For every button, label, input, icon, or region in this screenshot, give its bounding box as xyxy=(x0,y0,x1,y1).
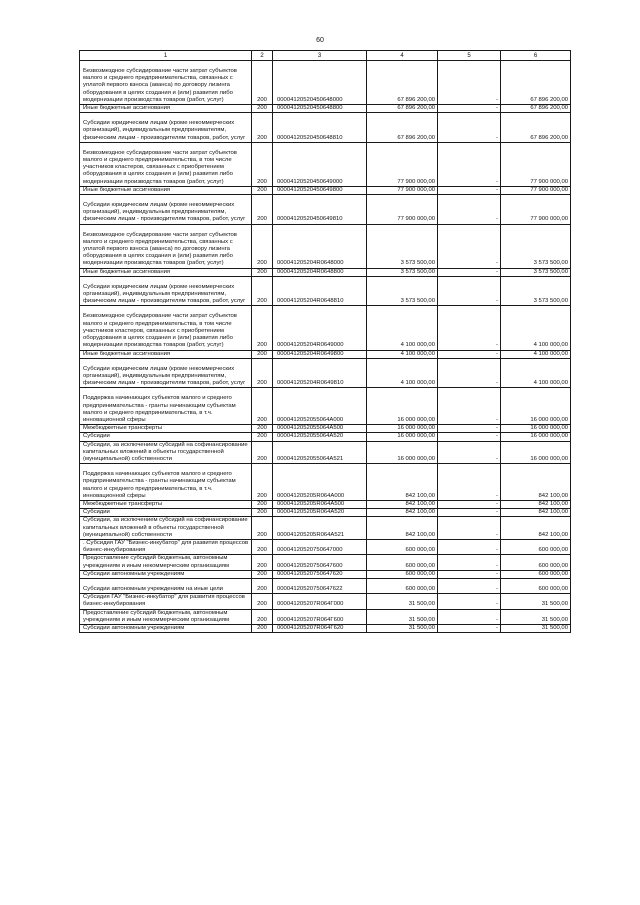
budget-code-cell: 000041205207R064Г620 xyxy=(273,625,367,633)
budget-code-cell: 000041205205R064A500 xyxy=(273,500,367,508)
unexecuted-amount-cell: 842 100,00 xyxy=(501,517,571,540)
table-row xyxy=(80,509,571,517)
approved-amount-cell: 77 900 000,00 xyxy=(367,186,438,194)
executed-amount-cell: - xyxy=(438,306,501,350)
line-code-cell: 200 xyxy=(252,555,273,570)
unexecuted-amount-cell: 4 100 000,00 xyxy=(501,306,571,350)
approved-amount-cell: 842 100,00 xyxy=(367,500,438,508)
header-row xyxy=(80,51,571,61)
table-row xyxy=(80,224,571,268)
table-row xyxy=(80,105,571,113)
line-code-cell: 200 xyxy=(252,625,273,633)
budget-code-cell: 00004120520750647000 xyxy=(273,539,367,554)
expense-name-cell: Субсидии, за исключением субсидий на софинансирование капитальных вложений в объекты государственной (муниципальной) собственности xyxy=(80,441,252,464)
budget-code-cell: 00004120520450649810 xyxy=(273,195,367,225)
budget-code-cell: 00004120520750647600 xyxy=(273,555,367,570)
executed-amount-cell: - xyxy=(438,433,501,441)
executed-amount-cell: - xyxy=(438,539,501,554)
table-row xyxy=(80,350,571,358)
budget-code-cell: 0000412052055064A520 xyxy=(273,433,367,441)
expense-name-cell: Субсидии, за исключением субсидий на софинансирование капитальных вложений в объекты государственной (муниципальной) собственности xyxy=(80,517,252,540)
line-code-cell: 200 xyxy=(252,268,273,276)
budget-code-cell: 000041205207R064Г600 xyxy=(273,609,367,624)
budget-code-cell: 00004120520450649000 xyxy=(273,142,367,186)
executed-amount-cell: - xyxy=(438,358,501,388)
column-header-1: 1 xyxy=(80,51,252,61)
table-row xyxy=(80,425,571,433)
expense-name-cell: Иные бюджетные ассигнования xyxy=(80,268,252,276)
expense-name-cell: Предоставление субсидий бюджетным, автономным учреждениям и иным некоммерческим организациям xyxy=(80,555,252,570)
line-code-cell: 200 xyxy=(252,388,273,425)
expense-name-cell: Иные бюджетные ассигнования xyxy=(80,105,252,113)
executed-amount-cell: - xyxy=(438,61,501,105)
budget-code-cell: 000041205205R064A520 xyxy=(273,509,367,517)
unexecuted-amount-cell: 31 500,00 xyxy=(501,609,571,624)
approved-amount-cell: 600 000,00 xyxy=(367,539,438,554)
approved-amount-cell: 842 100,00 xyxy=(367,464,438,501)
unexecuted-amount-cell: 3 573 500,00 xyxy=(501,268,571,276)
budget-code-cell: 00004120520450648000 xyxy=(273,61,367,105)
table-row xyxy=(80,570,571,578)
approved-amount-cell: 67 896 200,00 xyxy=(367,113,438,143)
budget-code-cell: 00004120520750647620 xyxy=(273,570,367,578)
expense-name-cell: Иные бюджетные ассигнования xyxy=(80,350,252,358)
unexecuted-amount-cell: 600 000,00 xyxy=(501,570,571,578)
unexecuted-amount-cell: 600 000,00 xyxy=(501,539,571,554)
budget-code-cell: 000041205204R0649000 xyxy=(273,306,367,350)
approved-amount-cell: 67 896 200,00 xyxy=(367,105,438,113)
approved-amount-cell: 842 100,00 xyxy=(367,509,438,517)
line-code-cell: 200 xyxy=(252,609,273,624)
approved-amount-cell: 16 000 000,00 xyxy=(367,388,438,425)
table-row xyxy=(80,195,571,225)
expense-name-cell: Субсидии юридическим лицам (кроме некоммерческих организаций), индивидуальным предпринимателям, физическим лицам - производителям товаров, работ, услуг xyxy=(80,358,252,388)
column-header-4: 4 xyxy=(367,51,438,61)
table-row xyxy=(80,186,571,194)
unexecuted-amount-cell: 842 100,00 xyxy=(501,509,571,517)
approved-amount-cell: 77 900 000,00 xyxy=(367,195,438,225)
expense-name-cell: Иные бюджетные ассигнования xyxy=(80,186,252,194)
expense-name-cell: Безвозмездное субсидирование части затрат субъектов малого и среднего предпринимательства, связанных с уплатой первого взноса (аванса) по договору лизинга оборудования в целях создания и (или) развития либо модернизации производства товаров (работ, услуг) xyxy=(80,61,252,105)
approved-amount-cell: 4 100 000,00 xyxy=(367,306,438,350)
executed-amount-cell: - xyxy=(438,570,501,578)
line-code-cell: 200 xyxy=(252,539,273,554)
unexecuted-amount-cell: 3 573 500,00 xyxy=(501,224,571,268)
line-code-cell: 200 xyxy=(252,441,273,464)
budget-code-cell: 000041205205R064A521 xyxy=(273,517,367,540)
executed-amount-cell: - xyxy=(438,195,501,225)
budget-code-cell: 000041205205R064A000 xyxy=(273,464,367,501)
approved-amount-cell: 600 000,00 xyxy=(367,578,438,593)
table-row xyxy=(80,441,571,464)
unexecuted-amount-cell: 16 000 000,00 xyxy=(501,425,571,433)
approved-amount-cell: 16 000 000,00 xyxy=(367,433,438,441)
page-number: 60 xyxy=(316,37,324,44)
table-row xyxy=(80,306,571,350)
unexecuted-amount-cell: 31 500,00 xyxy=(501,625,571,633)
column-header-5: 5 xyxy=(438,51,501,61)
unexecuted-amount-cell: 31 500,00 xyxy=(501,594,571,609)
executed-amount-cell: - xyxy=(438,500,501,508)
line-code-cell: 200 xyxy=(252,61,273,105)
approved-amount-cell: 16 000 000,00 xyxy=(367,425,438,433)
table-row xyxy=(80,578,571,593)
unexecuted-amount-cell: 842 100,00 xyxy=(501,464,571,501)
budget-code-cell: 000041205204R0648810 xyxy=(273,276,367,306)
table-row xyxy=(80,268,571,276)
executed-amount-cell: - xyxy=(438,268,501,276)
budget-code-cell: 000041205204R0649800 xyxy=(273,350,367,358)
line-code-cell: 200 xyxy=(252,276,273,306)
expense-name-cell: Безвозмездное субсидирование части затрат субъектов малого и среднего предпринимательства, в том числе участников кластеров, связанных с приобретением оборудования в целях создания и (или) развития либо модернизации производства товаров (работ, услуг) xyxy=(80,306,252,350)
budget-code-cell: 0000412052055064A521 xyxy=(273,441,367,464)
line-code-cell: 200 xyxy=(252,509,273,517)
table-row xyxy=(80,276,571,306)
line-code-cell: 200 xyxy=(252,570,273,578)
line-code-cell: 200 xyxy=(252,105,273,113)
budget-code-cell: 00004120520750647622 xyxy=(273,578,367,593)
approved-amount-cell: 31 500,00 xyxy=(367,625,438,633)
table-row xyxy=(80,388,571,425)
budget-code-cell: 0000412052055064A000 xyxy=(273,388,367,425)
table-row xyxy=(80,594,571,609)
executed-amount-cell: - xyxy=(438,441,501,464)
table-row xyxy=(80,517,571,540)
executed-amount-cell: - xyxy=(438,425,501,433)
expense-name-cell: Поддержка начинающих субъектов малого и среднего предпринимательства - гранты начинающим субъектам малого и среднего предпринимательства, в т.ч. инновационной сферы xyxy=(80,388,252,425)
approved-amount-cell: 3 573 500,00 xyxy=(367,224,438,268)
unexecuted-amount-cell: 16 000 000,00 xyxy=(501,441,571,464)
budget-code-cell: 00004120520450649800 xyxy=(273,186,367,194)
unexecuted-amount-cell: 842 100,00 xyxy=(501,500,571,508)
unexecuted-amount-cell: 3 573 500,00 xyxy=(501,276,571,306)
unexecuted-amount-cell: 16 000 000,00 xyxy=(501,433,571,441)
expense-name-cell: Межбюджетные трансферты xyxy=(80,500,252,508)
table-row xyxy=(80,464,571,501)
budget-code-cell: 00004120520450648800 xyxy=(273,105,367,113)
line-code-cell: 200 xyxy=(252,195,273,225)
expense-name-cell: Межбюджетные трансферты xyxy=(80,425,252,433)
approved-amount-cell: 3 573 500,00 xyxy=(367,276,438,306)
table-row xyxy=(80,555,571,570)
line-code-cell: 200 xyxy=(252,306,273,350)
expense-name-cell: Субсидии xyxy=(80,509,252,517)
line-code-cell: 200 xyxy=(252,358,273,388)
executed-amount-cell: - xyxy=(438,105,501,113)
unexecuted-amount-cell: 77 900 000,00 xyxy=(501,142,571,186)
approved-amount-cell: 77 900 000,00 xyxy=(367,142,438,186)
line-code-cell: 200 xyxy=(252,224,273,268)
executed-amount-cell: - xyxy=(438,276,501,306)
expense-name-cell: Субсидия ГАУ "Бизнес-инкубатор" для развития процессов бизнес-инкубирования xyxy=(80,594,252,609)
executed-amount-cell: - xyxy=(438,464,501,501)
expense-name-cell: Субсидии юридическим лицам (кроме некоммерческих организаций), индивидуальным предпринимателям, физическим лицам - производителям товаров, работ, услуг xyxy=(80,113,252,143)
unexecuted-amount-cell: 600 000,00 xyxy=(501,578,571,593)
approved-amount-cell: 842 100,00 xyxy=(367,517,438,540)
line-code-cell: 200 xyxy=(252,425,273,433)
line-code-cell: 200 xyxy=(252,113,273,143)
budget-table xyxy=(79,50,571,633)
unexecuted-amount-cell: 67 896 200,00 xyxy=(501,113,571,143)
executed-amount-cell: - xyxy=(438,224,501,268)
expense-name-cell: Поддержка начинающих субъектов малого и среднего предпринимательства - гранты начинающим субъектам малого и среднего предпринимательства, в т.ч. инновационной сферы xyxy=(80,464,252,501)
table-row xyxy=(80,539,571,554)
budget-code-cell: 000041205204R0648000 xyxy=(273,224,367,268)
expense-name-cell: Безвозмездное субсидирование части затрат субъектов малого и среднего предпринимательства, в том числе участников кластеров, связанных с приобретением оборудования в целях создания и (или) развития либо модернизации производства товаров (работ, услуг) xyxy=(80,142,252,186)
budget-code-cell: 000041205204R0649810 xyxy=(273,358,367,388)
unexecuted-amount-cell: 16 000 000,00 xyxy=(501,388,571,425)
unexecuted-amount-cell: 600 000,00 xyxy=(501,555,571,570)
expense-name-cell: Субсидии юридическим лицам (кроме некоммерческих организаций), индивидуальным предпринимателям, физическим лицам - производителям товаров, работ, услуг xyxy=(80,195,252,225)
table-row xyxy=(80,113,571,143)
line-code-cell: 200 xyxy=(252,500,273,508)
executed-amount-cell: - xyxy=(438,142,501,186)
column-header-6: 6 xyxy=(501,51,571,61)
executed-amount-cell: - xyxy=(438,113,501,143)
approved-amount-cell: 600 000,00 xyxy=(367,570,438,578)
executed-amount-cell: - xyxy=(438,555,501,570)
expense-name-cell: Субсидии автономным учреждениям xyxy=(80,570,252,578)
unexecuted-amount-cell: 4 100 000,00 xyxy=(501,358,571,388)
approved-amount-cell: 3 573 500,00 xyxy=(367,268,438,276)
expense-name-cell: Субсидии xyxy=(80,433,252,441)
expense-name-cell: Безвозмездное субсидирование части затрат субъектов малого и среднего предпринимательства, связанных с уплатой первого взноса (аванса) по договору лизинга оборудования в целях создания и (или) развития либо модернизации производства товаров (работ, услуг) xyxy=(80,224,252,268)
unexecuted-amount-cell: 77 900 000,00 xyxy=(501,195,571,225)
approved-amount-cell: 67 896 200,00 xyxy=(367,61,438,105)
line-code-cell: 200 xyxy=(252,464,273,501)
budget-code-cell: 0000412052055064A500 xyxy=(273,425,367,433)
line-code-cell: 200 xyxy=(252,350,273,358)
executed-amount-cell: - xyxy=(438,350,501,358)
expense-name-cell: Субсидии юридическим лицам (кроме некоммерческих организаций), индивидуальным предпринимателям, физическим лицам - производителям товаров, работ, услуг xyxy=(80,276,252,306)
approved-amount-cell: 600 000,00 xyxy=(367,555,438,570)
executed-amount-cell: - xyxy=(438,625,501,633)
expense-name-cell: Предоставление субсидий бюджетным, автономным учреждениям и иным некоммерческим организациям xyxy=(80,609,252,624)
table-row xyxy=(80,142,571,186)
column-header-2: 2 xyxy=(252,51,273,61)
column-header-3: 3 xyxy=(273,51,367,61)
line-code-cell: 200 xyxy=(252,578,273,593)
table-row xyxy=(80,500,571,508)
line-code-cell: 200 xyxy=(252,433,273,441)
executed-amount-cell: - xyxy=(438,594,501,609)
approved-amount-cell: 31 500,00 xyxy=(367,594,438,609)
unexecuted-amount-cell: 67 896 200,00 xyxy=(501,61,571,105)
executed-amount-cell: - xyxy=(438,517,501,540)
unexecuted-amount-cell: 77 900 000,00 xyxy=(501,186,571,194)
approved-amount-cell: 4 100 000,00 xyxy=(367,358,438,388)
budget-code-cell: 000041205204R0648800 xyxy=(273,268,367,276)
line-code-cell: 200 xyxy=(252,517,273,540)
budget-code-cell: 000041205207R064Г000 xyxy=(273,594,367,609)
expense-name-cell: . Субсидия ГАУ "Бизнес-инкубатор" для развития процессов бизнес-инкубирования xyxy=(80,539,252,554)
executed-amount-cell: - xyxy=(438,186,501,194)
table-row xyxy=(80,433,571,441)
unexecuted-amount-cell: 4 100 000,00 xyxy=(501,350,571,358)
executed-amount-cell: - xyxy=(438,578,501,593)
expense-name-cell: Субсидии автономным учреждениям xyxy=(80,625,252,633)
executed-amount-cell: - xyxy=(438,609,501,624)
line-code-cell: 200 xyxy=(252,594,273,609)
table-row xyxy=(80,61,571,105)
line-code-cell: 200 xyxy=(252,186,273,194)
approved-amount-cell: 16 000 000,00 xyxy=(367,441,438,464)
table-row xyxy=(80,625,571,633)
table-row xyxy=(80,609,571,624)
unexecuted-amount-cell: 67 896 200,00 xyxy=(501,105,571,113)
table-row xyxy=(80,358,571,388)
executed-amount-cell: - xyxy=(438,509,501,517)
executed-amount-cell: - xyxy=(438,388,501,425)
expense-name-cell: Субсидии автономным учреждениям на иные цели xyxy=(80,578,252,593)
budget-code-cell: 00004120520450648810 xyxy=(273,113,367,143)
approved-amount-cell: 31 500,00 xyxy=(367,609,438,624)
approved-amount-cell: 4 100 000,00 xyxy=(367,350,438,358)
line-code-cell: 200 xyxy=(252,142,273,186)
